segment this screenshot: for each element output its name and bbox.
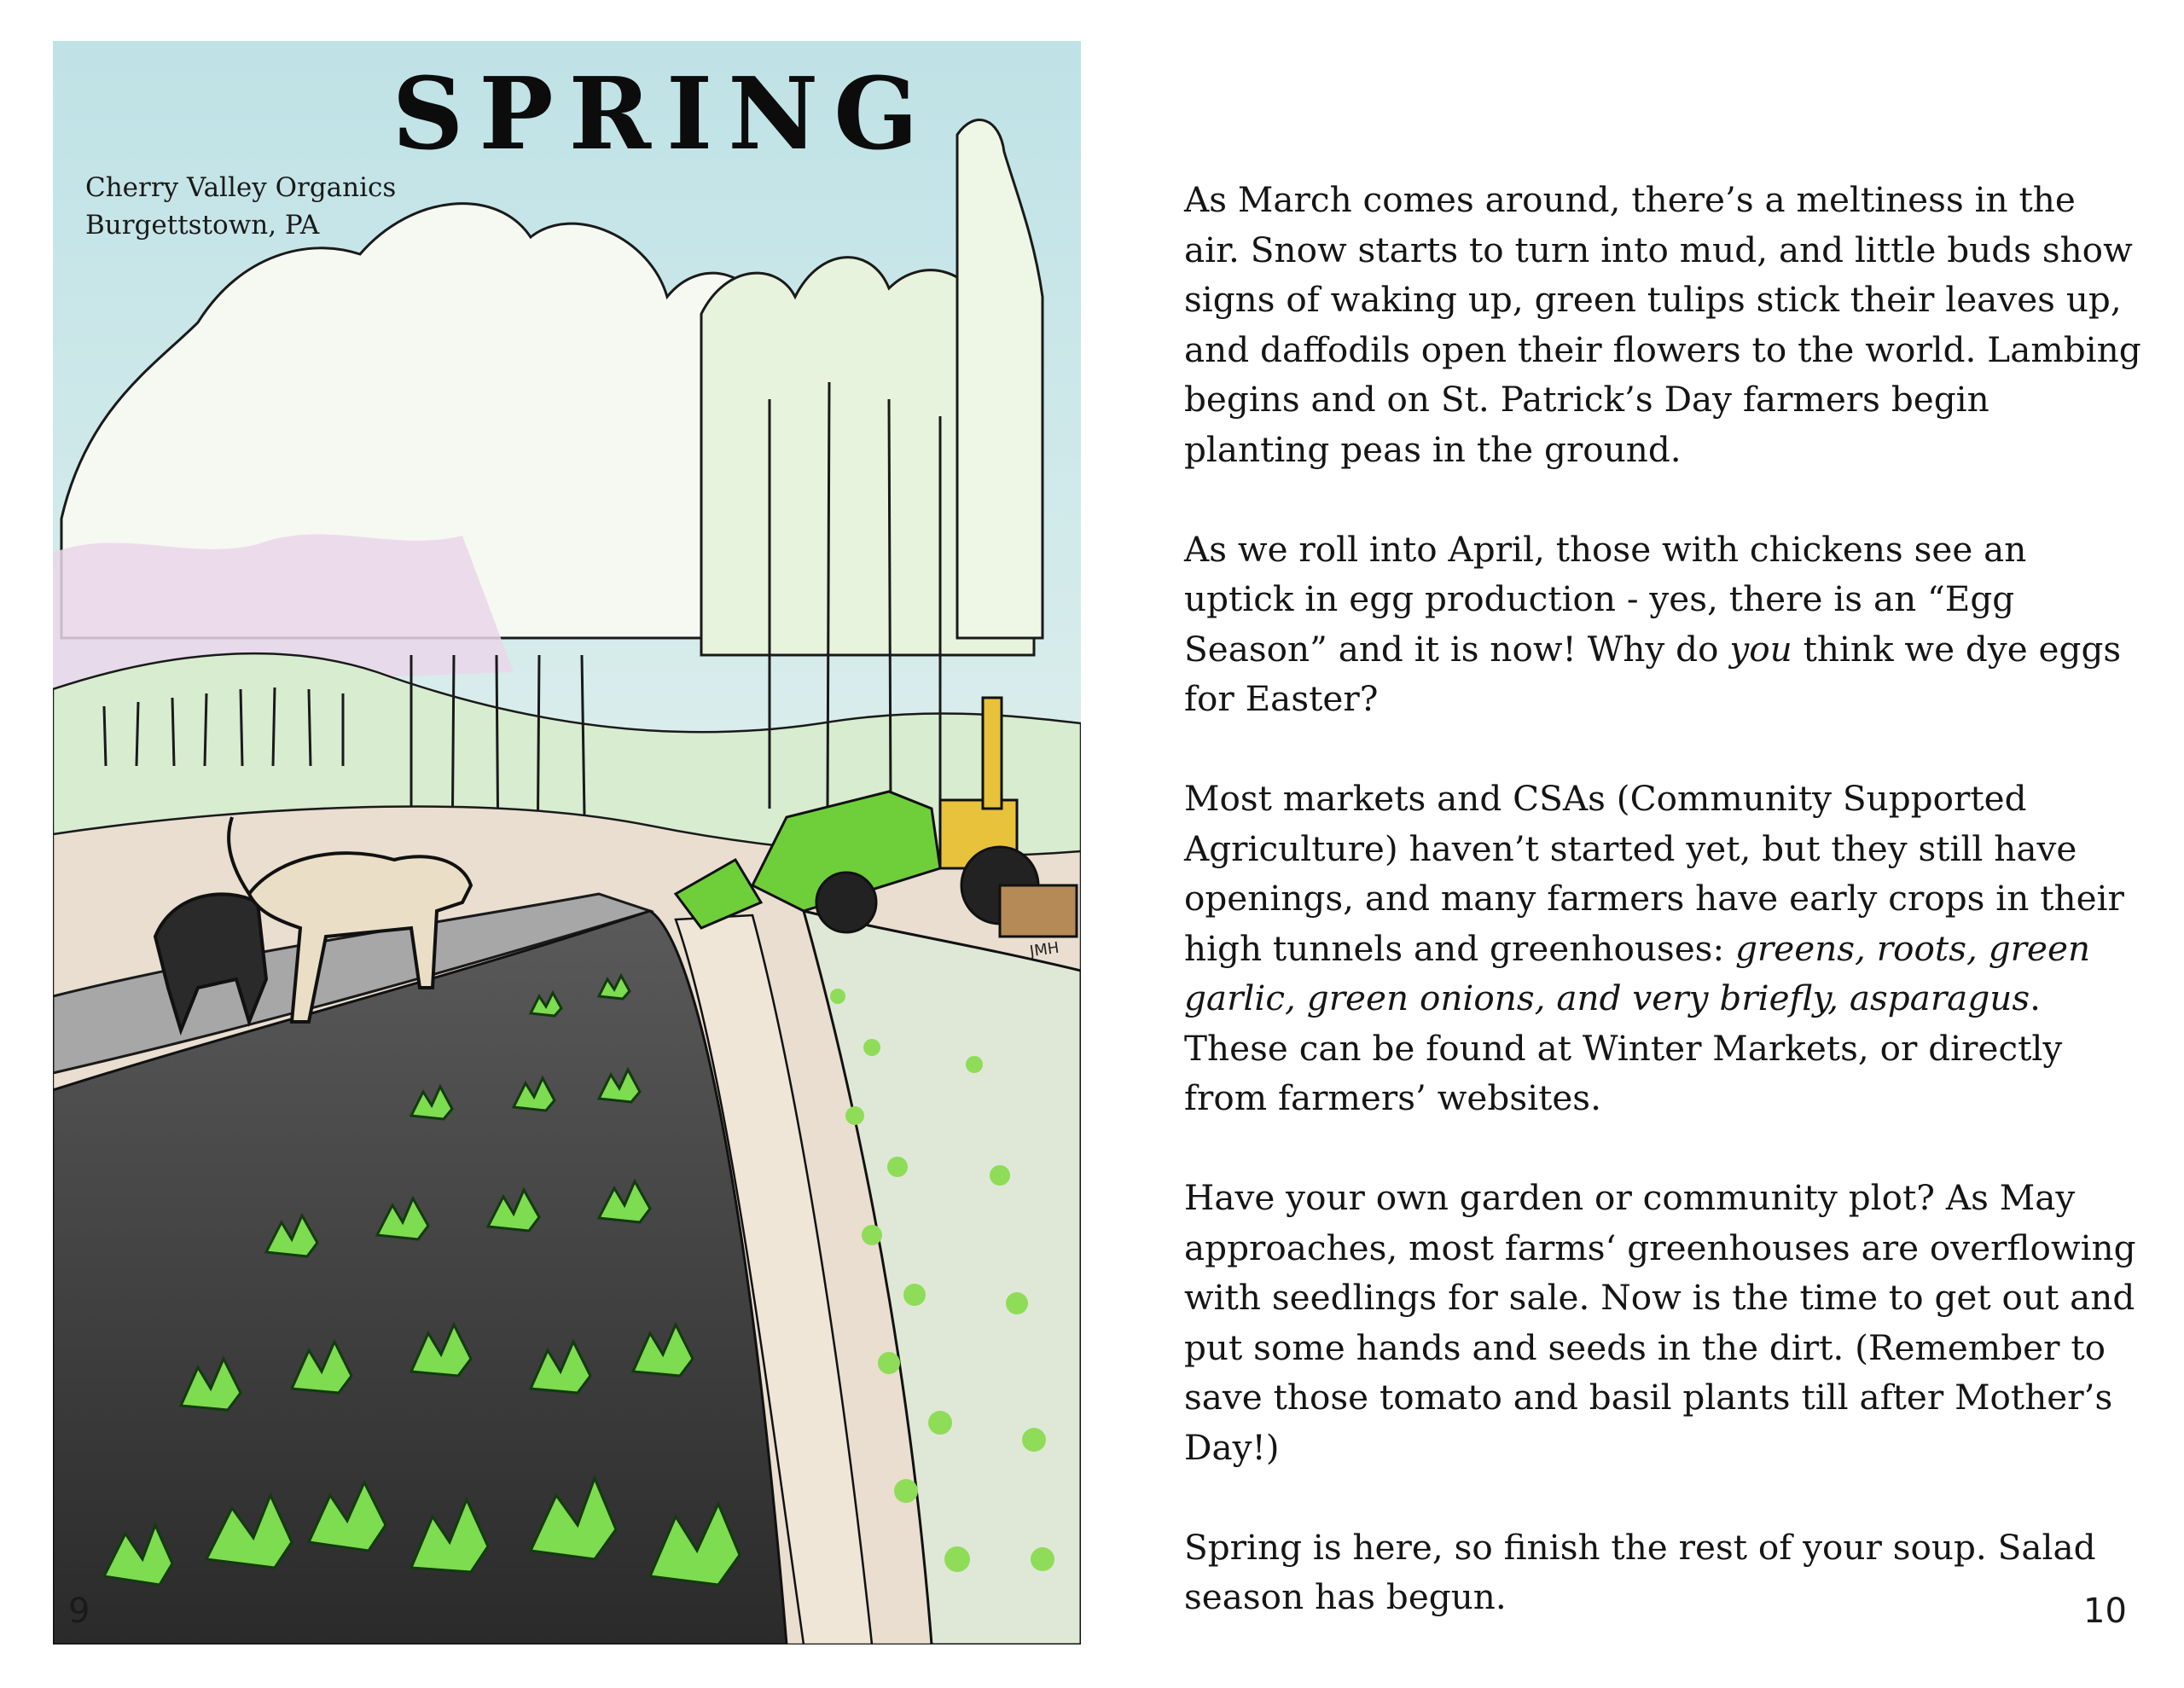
article-body <box>1184 175 2141 1622</box>
farm-name: Cherry Valley Organics <box>85 172 397 203</box>
farm-caption <box>85 169 396 244</box>
paragraph-april-text-b: think we dye eggs for Easter? <box>1184 628 2122 719</box>
paragraph-markets-crops: greens, roots, green garlic, green onions, and very briefly, asparagus <box>1184 927 2091 1018</box>
paragraph-april-text-a: As we roll into April, those with chickens see an uptick in egg production - yes, there is an “Egg Season” and it is now! Why do <box>1184 528 2027 670</box>
paragraph-markets <box>1184 774 2141 1123</box>
paragraph-markets-text-b: . These can be found at Winter Markets, or directly from farmers’ websites. <box>1184 977 2063 1118</box>
page-title: SPRING <box>392 56 934 172</box>
farm-watercolor-drawing <box>53 41 1081 1644</box>
paragraph-april-emphasis: you <box>1729 628 1792 670</box>
artist-initials: JMH <box>1028 938 1060 961</box>
paragraph-april <box>1184 525 2141 724</box>
paragraph-march: As March comes around, there’s a meltiness in the air. Snow starts to turn into mud, and little buds show signs of waking up, green tulips stick their leaves up, and daffodils open their flowers to the world. Lambing begins and on St. Patrick’s Day farmers begin planting peas in the ground. <box>1184 179 2141 470</box>
farm-location: Burgettstown, PA <box>85 210 320 241</box>
page-number-right: 10 <box>2083 1592 2127 1631</box>
paragraph-closing: Spring is here, so finish the rest of your soup. Salad season has begun. <box>1184 1526 2096 1617</box>
paragraph-garden: Have your own garden or community plot? As May approaches, most farms‘ greenhouses are overflowing with seedlings for sale. Now is the time to get out and put some hands and seeds in the dirt. (Remember to save those tomato and basil plants till after Mother’s Day!) <box>1184 1177 2136 1468</box>
spring-illustration <box>53 41 1081 1644</box>
page-number-left: 9 <box>68 1592 90 1631</box>
paragraph-markets-text-a: Most markets and CSAs (Community Supported Agriculture) haven’t started yet, but they still have openings, and many farmers have early crops in their high tunnels and greenhouses: <box>1184 778 2124 969</box>
